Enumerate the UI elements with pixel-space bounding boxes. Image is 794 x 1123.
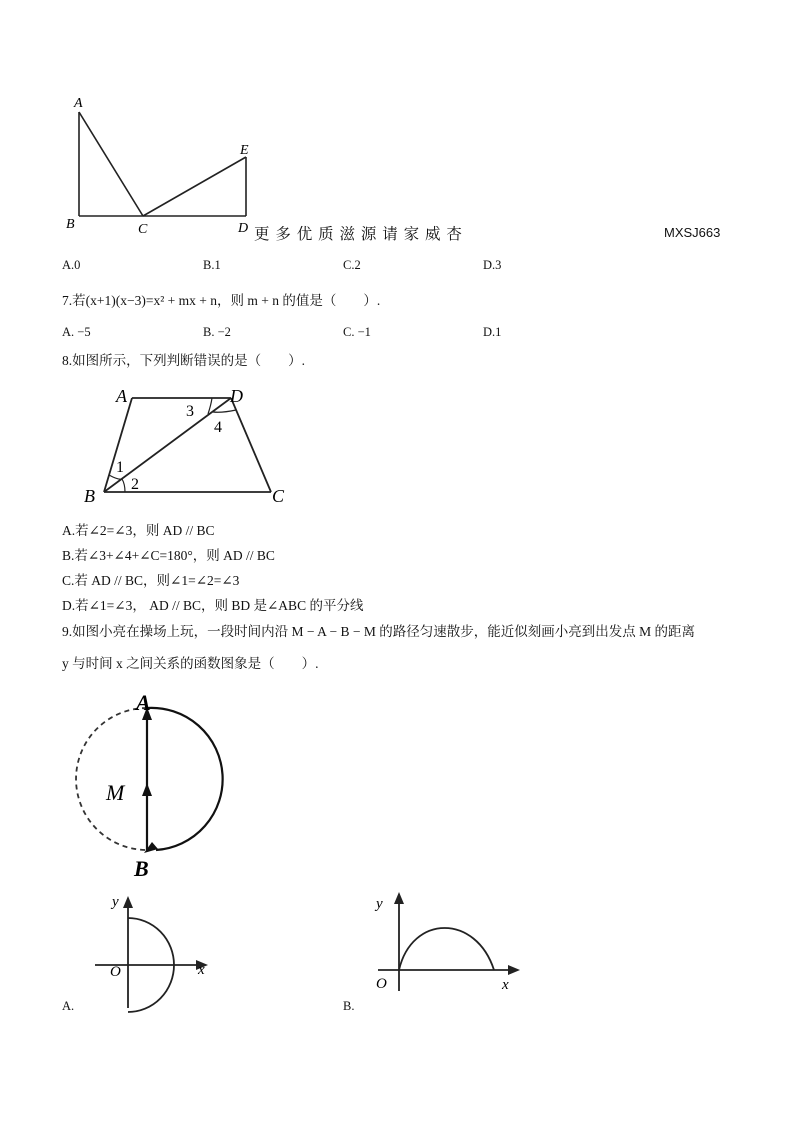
q8-option-c: C.若 AD // BC，则∠1=∠2=∠3 xyxy=(62,573,240,588)
q6-option-d: D.3 xyxy=(483,258,502,272)
q8-angle-2: 2 xyxy=(131,476,139,493)
watermark-text: 更 多 优 质 滋 源 请 家 威 杏 xyxy=(254,226,463,243)
q9-label-b: B xyxy=(134,856,149,881)
fig1-label-c: C xyxy=(138,222,148,237)
q9-label-a: A xyxy=(136,690,151,715)
figure-q6 xyxy=(60,90,260,240)
q7-option-c: C. −1 xyxy=(343,325,371,339)
q8-stem: 8.如图所示，下列判断错误的是（ ）. xyxy=(62,353,305,368)
figure-q9-path xyxy=(60,690,240,885)
q8-angle-3: 3 xyxy=(186,403,194,420)
q8-option-d: D.若∠1=∠3， AD // BC，则 BD 是∠ABC 的平分线 xyxy=(62,598,364,613)
q6-option-a: A.0 xyxy=(62,258,81,272)
graph-option-b xyxy=(368,886,528,996)
fig1-label-a: A xyxy=(74,96,83,111)
graph-a-x-label: x xyxy=(198,962,205,978)
graph-b-x-label: x xyxy=(502,977,509,993)
q9-label-m: M xyxy=(106,780,125,805)
fig1-label-e: E xyxy=(240,143,249,158)
q8-angle-1: 1 xyxy=(116,459,124,476)
graph-a-label: A. xyxy=(62,999,75,1013)
q6-option-c: C.2 xyxy=(343,258,361,272)
q8-label-d: D xyxy=(230,386,243,406)
graph-a-origin: O xyxy=(110,964,121,980)
q8-label-b: B xyxy=(84,486,95,506)
graph-option-a xyxy=(90,888,220,1018)
fig1-label-d: D xyxy=(238,221,249,236)
figure-q8-trapezoid xyxy=(80,380,300,510)
q6-option-b: B.1 xyxy=(203,258,221,272)
q9-stem-line2: y 与时间 x 之间关系的函数图象是（ ）. xyxy=(62,656,319,671)
graph-a-y-label: y xyxy=(112,894,119,910)
q8-option-b: B.若∠3+∠4+∠C=180°，则 AD // BC xyxy=(62,548,275,563)
q8-angle-4: 4 xyxy=(214,419,222,436)
q7-option-a: A. −5 xyxy=(62,325,91,339)
q7-stem: 7.若(x+1)(x−3)=x² + mx + n，则 m + n 的值是（ ）. xyxy=(62,293,381,308)
q8-label-c: C xyxy=(272,486,285,506)
q7-option-b: B. −2 xyxy=(203,325,231,339)
graph-b-origin: O xyxy=(376,976,387,992)
watermark-code: MXSJ663 xyxy=(664,225,721,240)
q7-option-d: D.1 xyxy=(483,325,502,339)
fig1-label-b: B xyxy=(66,217,75,232)
graph-b-label: B. xyxy=(343,999,355,1013)
graph-b-y-label: y xyxy=(376,896,383,912)
q9-stem-line1: 9.如图小亮在操场上玩，一段时间内沿 M − A − B − M 的路径匀速散步，能近似刻画小亮到出发点 M 的距离 xyxy=(62,624,695,639)
q8-option-a: A.若∠2=∠3，则 AD // BC xyxy=(62,523,215,538)
q8-label-a: A xyxy=(116,386,127,406)
